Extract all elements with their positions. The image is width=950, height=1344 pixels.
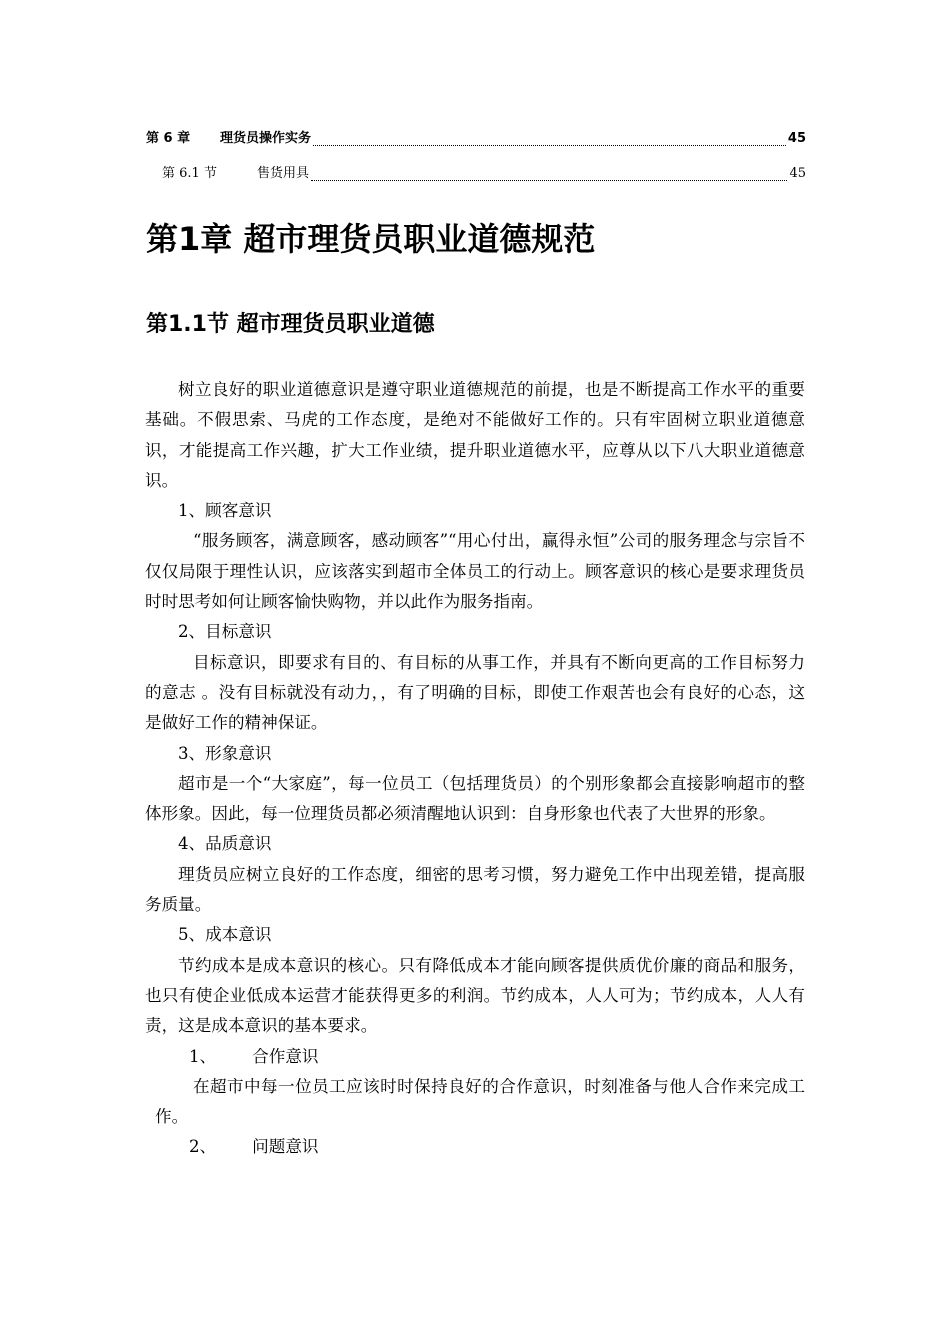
toc-leader-dots: [313, 144, 786, 146]
chapter-heading: 第1章 超市理货员职业道德规范: [146, 220, 596, 258]
list-heading: 4、品质意识: [178, 834, 272, 854]
list-heading: [145, 1132, 805, 1162]
paragraph: 节约成本是成本意识的核心。只有降低成本才能向顾客提供质优价廉的商品和服务，也只有使企业低成本运营才能获得更多的利润。节约成本，人人可为；节约成本，人人有责，这是成本意识的基本要求。: [145, 955, 805, 1036]
list-heading-text: 问题意识: [252, 1137, 319, 1157]
toc-title: 售货用具: [257, 166, 310, 181]
list-heading: 3、形象意识: [178, 743, 272, 763]
body-text: [145, 375, 805, 1163]
toc-entry-section-6-1[interactable]: [162, 162, 806, 184]
toc-number: 第 6 章: [146, 131, 191, 146]
paragraph: 超市是一个“大家庭”，每一位员工（包括理货员）的个别形象都会直接影响超市的整体形象。因此，每一位理货员都必须清醒地认识到：自身形象也代表了大世界的形象。: [145, 773, 805, 824]
list-heading: 1、顾客意识: [178, 501, 272, 521]
list-heading: 5、成本意识: [178, 925, 272, 945]
list-number: 1、: [189, 1046, 217, 1066]
paragraph: 理货员应树立良好的工作态度，细密的思考习惯，努力避免工作中出现差错，提高服务质量。: [145, 864, 805, 915]
list-heading: [145, 1042, 805, 1072]
list-heading: 2、目标意识: [178, 622, 272, 642]
list-number: 2、: [189, 1137, 217, 1157]
intro-paragraph: 树立良好的职业道德意识是遵守职业道德规范的前提，也是不断提高工作水平的重要基础。不假思索、马虎的工作态度，是绝对不能做好工作的。只有牢固树立职业道德意识，才能提高工作兴趣，扩大工作业绩，提升职业道德水平，应尊从以下八大职业道德意识。: [145, 380, 805, 490]
paragraph: 在超市中每一位员工应该时时保持良好的合作意识，时刻准备与他人合作来完成工作。: [155, 1076, 805, 1127]
toc-leader-dots: [311, 179, 787, 181]
toc-title: 理货员操作实务: [220, 131, 312, 146]
list-heading-text: 合作意识: [252, 1046, 319, 1066]
section-heading: 第1.1节 超市理货员职业道德: [146, 312, 435, 337]
toc-page-number: 45: [789, 166, 806, 181]
toc-page-number: 45: [787, 131, 806, 146]
toc-entry-chapter-6[interactable]: [146, 127, 806, 149]
paragraph: 目标意识，即要求有目的、有目标的从事工作，并具有不断向更高的工作目标努力的意志 。没有目标就没有动力，，有了明确的目标，即使工作艰苦也会有良好的心态，这是做好工作的精神保证。: [145, 652, 805, 733]
toc-number: 第 6.1 节: [162, 166, 217, 181]
paragraph: “服务顾客，满意顾客，感动顾客”“用心付出，赢得永恒”公司的服务理念与宗旨不仅仅局限于理性认识，应该落实到超市全体员工的行动上。顾客意识的核心是要求理货员时时思考如何让顾客愉快购物，并以此作为服务指南。: [145, 531, 805, 612]
